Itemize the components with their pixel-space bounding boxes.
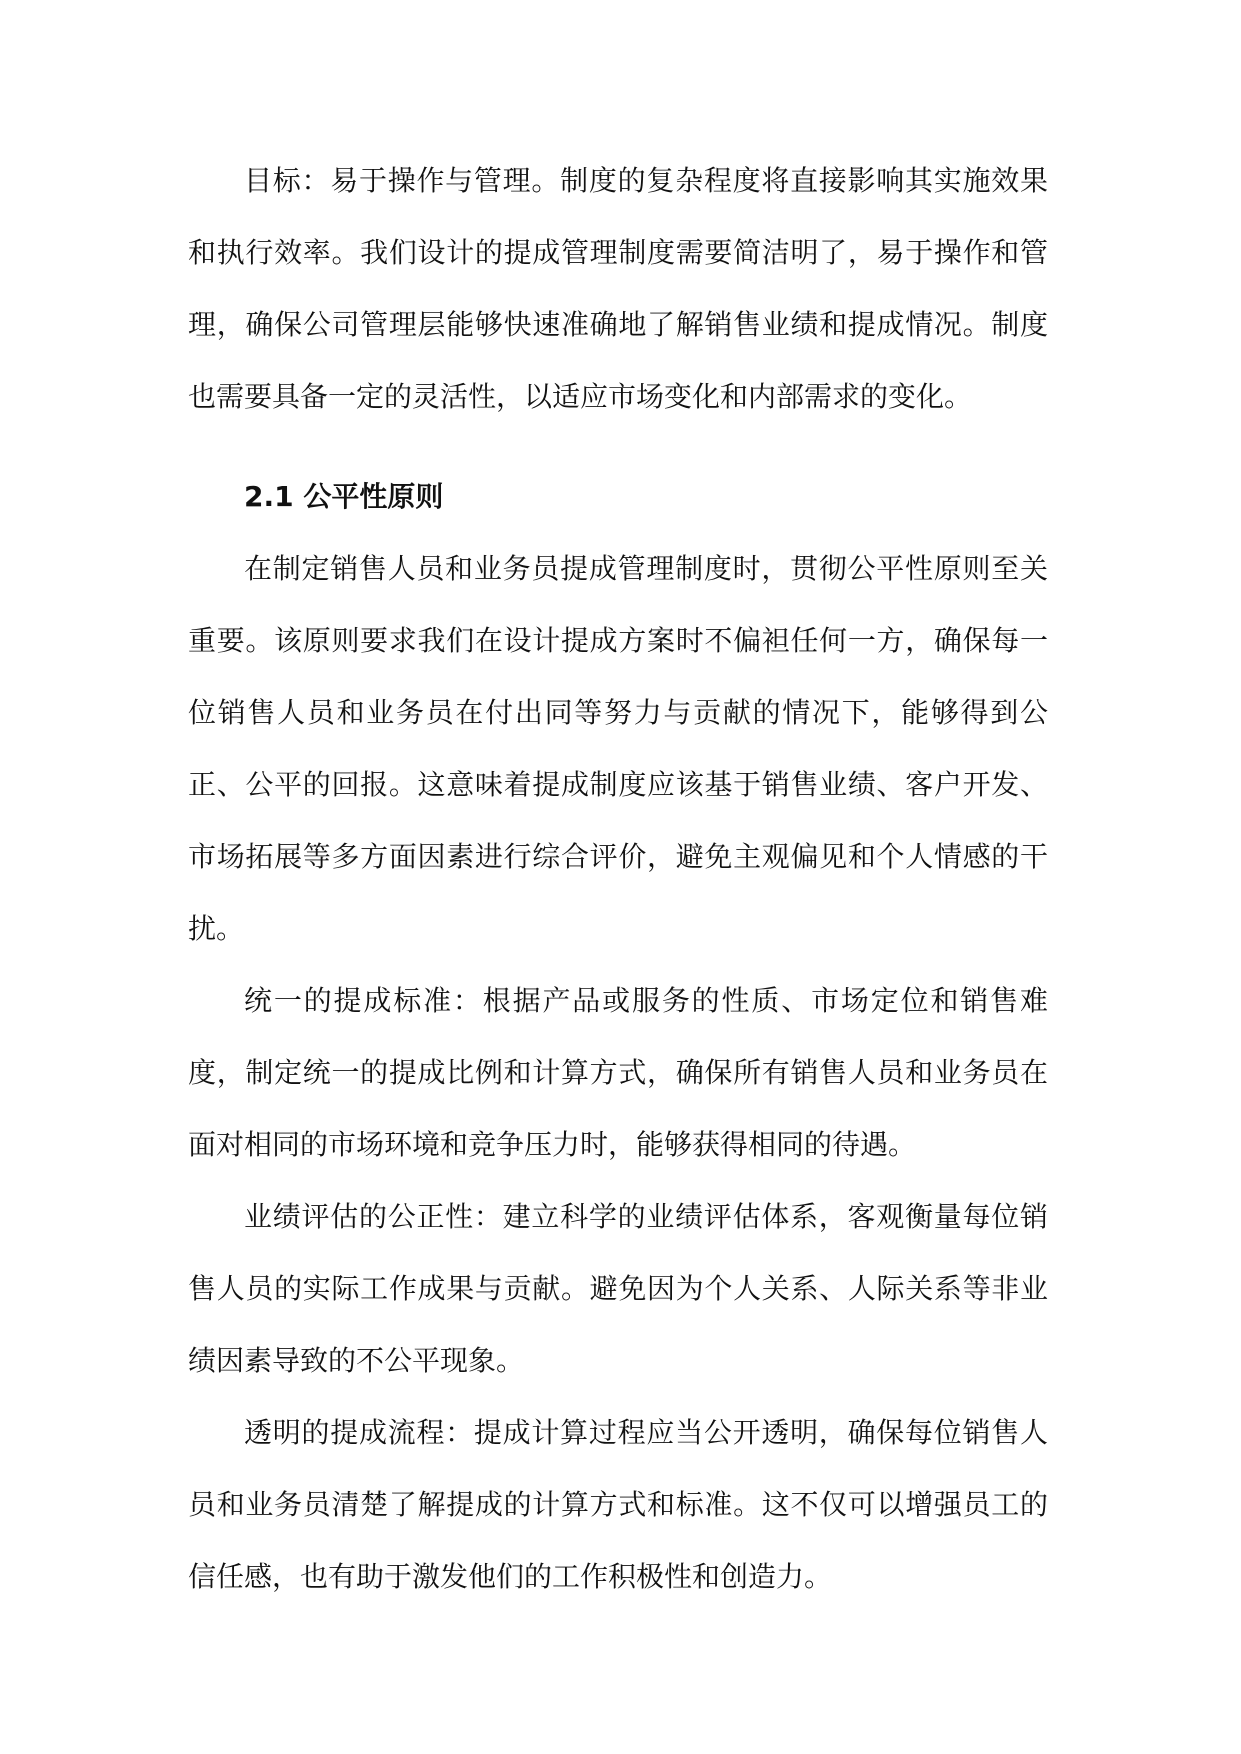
section-heading: 2.1 公平性原则 (244, 480, 444, 513)
paragraph-fairness-intro: 在制定销售人员和业务员提成管理制度时，贯彻公平性原则至关重要。该原则要求我们在设计提成方案时不偏袒任何一方，确保每一位销售人员和业务员在付出同等努力与贡献的情况下，能够得到公正、公平的回报。这意味着提成制度应该基于销售业绩、客户开发、市场拓展等多方面因素进行综合评价，避免主观偏见和个人情感的干扰。 (188, 552, 1048, 945)
paragraph-transparent-process: 透明的提成流程：提成计算过程应当公开透明，确保每位销售人员和业务员清楚了解提成的计算方式和标准。这不仅可以增强员工的信任感，也有助于激发他们的工作积极性和创造力。 (188, 1416, 1048, 1593)
paragraph-evaluation-fairness: 业绩评估的公正性：建立科学的业绩评估体系，客观衡量每位销售人员的实际工作成果与贡献。避免因为个人关系、人际关系等非业绩因素导致的不公平现象。 (188, 1200, 1048, 1377)
document-body (188, 145, 1048, 1613)
paragraph-unified-standard: 统一的提成标准：根据产品或服务的性质、市场定位和销售难度，制定统一的提成比例和计算方式，确保所有销售人员和业务员在面对相同的市场环境和竞争压力时，能够获得相同的待遇。 (188, 984, 1048, 1161)
paragraph-goal: 目标：易于操作与管理。制度的复杂程度将直接影响其实施效果和执行效率。我们设计的提成管理制度需要简洁明了，易于操作和管理，确保公司管理层能够快速准确地了解销售业绩和提成情况。制度也需要具备一定的灵活性，以适应市场变化和内部需求的变化。 (188, 164, 1048, 413)
